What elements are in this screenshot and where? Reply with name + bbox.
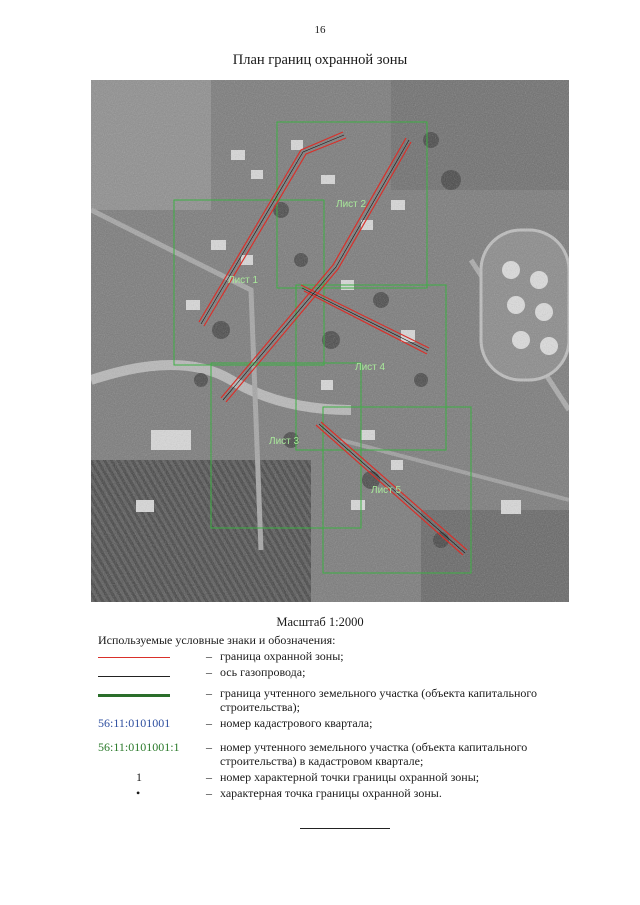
- legend-dash: –: [206, 786, 212, 800]
- gas-axis-line-symbol: [98, 676, 170, 677]
- footnote-rule: [300, 828, 390, 829]
- plot-code-symbol: 56:11:0101001:1: [98, 740, 180, 754]
- sheet-2-label: Лист 2: [336, 199, 367, 210]
- sheet-3-label: Лист 3: [269, 436, 300, 447]
- legend-description: ось газопровода;: [220, 665, 306, 679]
- legend-dash: –: [206, 740, 212, 754]
- legend-description: номер характерной точки границы охранной зоны;: [220, 770, 480, 784]
- map-image: [91, 80, 569, 602]
- legend-dash: –: [206, 716, 212, 730]
- page-number: 16: [314, 24, 326, 36]
- protection-zone-line-symbol: [98, 657, 170, 658]
- quarter-code-symbol: 56:11:0101001: [98, 716, 171, 730]
- legend-dash: –: [206, 770, 212, 784]
- sheet-5-label: Лист 5: [371, 485, 402, 496]
- legend-description: номер учтенного земельного участка (объекта капитального строительства) в кадастровом квартале;: [220, 740, 528, 768]
- point-number-symbol: 1: [136, 770, 142, 784]
- legend-description: характерная точка границы охранной зоны.: [220, 786, 442, 800]
- page-title: План границ охранной зоны: [232, 52, 408, 68]
- legend-title: Используемые условные знаки и обозначения:: [98, 633, 336, 647]
- aerial-map: [91, 80, 569, 602]
- scale-caption: Масштаб 1:2000: [276, 615, 364, 629]
- sheet-1-label: Лист 1: [228, 275, 259, 286]
- legend-description: номер кадастрового квартала;: [220, 716, 373, 730]
- legend-dash: –: [206, 649, 212, 663]
- legend-dash: –: [206, 686, 212, 700]
- legend-description: граница учтенного земельного участка (объекта капитального строительства);: [220, 686, 538, 714]
- sheet-4-label: Лист 4: [355, 362, 386, 373]
- legend-dash: –: [206, 665, 212, 679]
- land-plot-line-symbol: [98, 694, 170, 697]
- legend-description: граница охранной зоны;: [220, 649, 344, 663]
- point-marker-symbol: •: [136, 786, 141, 800]
